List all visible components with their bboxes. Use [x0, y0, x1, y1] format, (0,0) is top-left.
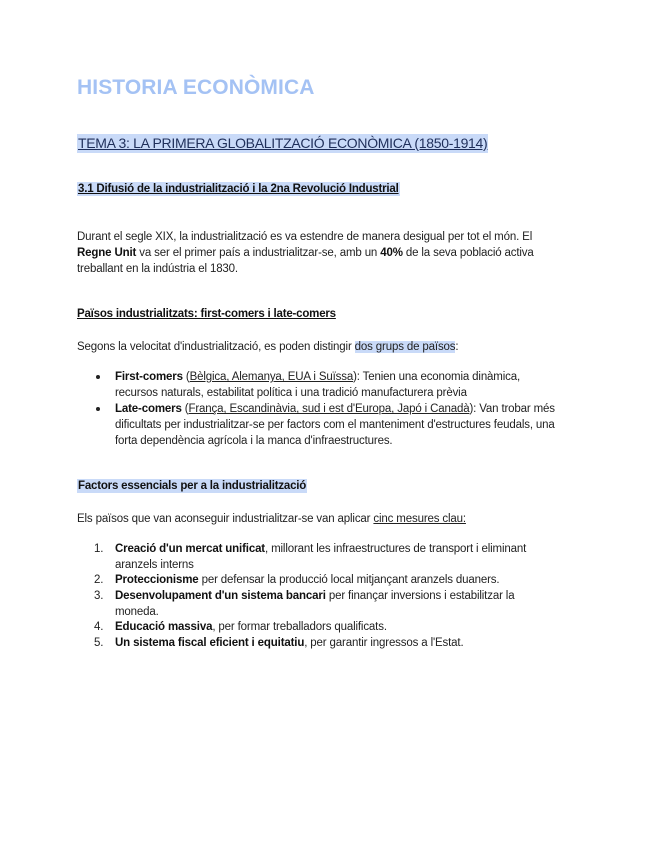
paragraph-factors-intro: Els països que van aconseguir industrialitzar-se van aplicar cinc mesures clau: — [77, 513, 466, 525]
numbered-item-1: 1. Creació d'un mercat unificat, millorant les infraestructures de transport i eliminant aranzels interns — [94, 543, 527, 571]
numbered-item-5: 5. Un sistema fiscal eficient i equitatiu, per garantir ingressos a l'Estat. — [94, 637, 464, 649]
section-heading-paisos: Països industrialitzats: first-comers i late-comers — [77, 308, 336, 320]
bullet-dot-icon — [96, 375, 100, 379]
list-item-late-comers: Late-comers (França, Escandinàvia, sud i est d'Europa, Japó i Canadà): Van trobar més dificultats per industrialitzar-se per factors com el manteniment d'estructures feudals, una forta dependència agrícola i la manca d'infraestructures. — [115, 401, 555, 449]
bullet-dot-icon — [96, 407, 100, 411]
numbered-item-3: 3. Desenvolupament d'un sistema bancari per finançar inversions i estabilitzar la moneda. — [94, 590, 515, 618]
document-title: HISTORIA ECONÒMICA — [77, 76, 315, 99]
section-heading-factors: Factors essencials per a la industrialització — [78, 480, 307, 492]
paragraph-paisos-intro: Segons la velocitat d'industrialització, es poden distingir dos grups de països: — [77, 341, 459, 353]
tema-heading: TEMA 3: LA PRIMERA GLOBALITZACIÓ ECONÒMICA (1850-1914) — [78, 135, 488, 151]
numbered-item-4: 4. Educació massiva, per formar treballadors qualificats. — [94, 621, 387, 633]
paragraph-difusio: Durant el segle XIX, la industrialització es va estendre de manera desigual per tot el món. El Regne Unit va ser el primer país a industrialitzar-se, amb un 40% de la seva població activa treballant en la indústria el 1830. — [77, 231, 534, 275]
list-item-first-comers: First-comers (Bèlgica, Alemanya, EUA i Suïssa): Tenien una economia dinàmica, recursos naturals, estabilitat política i una tradició manufacturera prèvia — [115, 369, 555, 401]
section-heading-difusio: 3.1 Difusió de la industrialització i la 2na Revolució Industrial — [78, 183, 399, 195]
numbered-item-2: 2. Proteccionisme per defensar la producció local mitjançant aranzels duaners. — [94, 574, 500, 586]
